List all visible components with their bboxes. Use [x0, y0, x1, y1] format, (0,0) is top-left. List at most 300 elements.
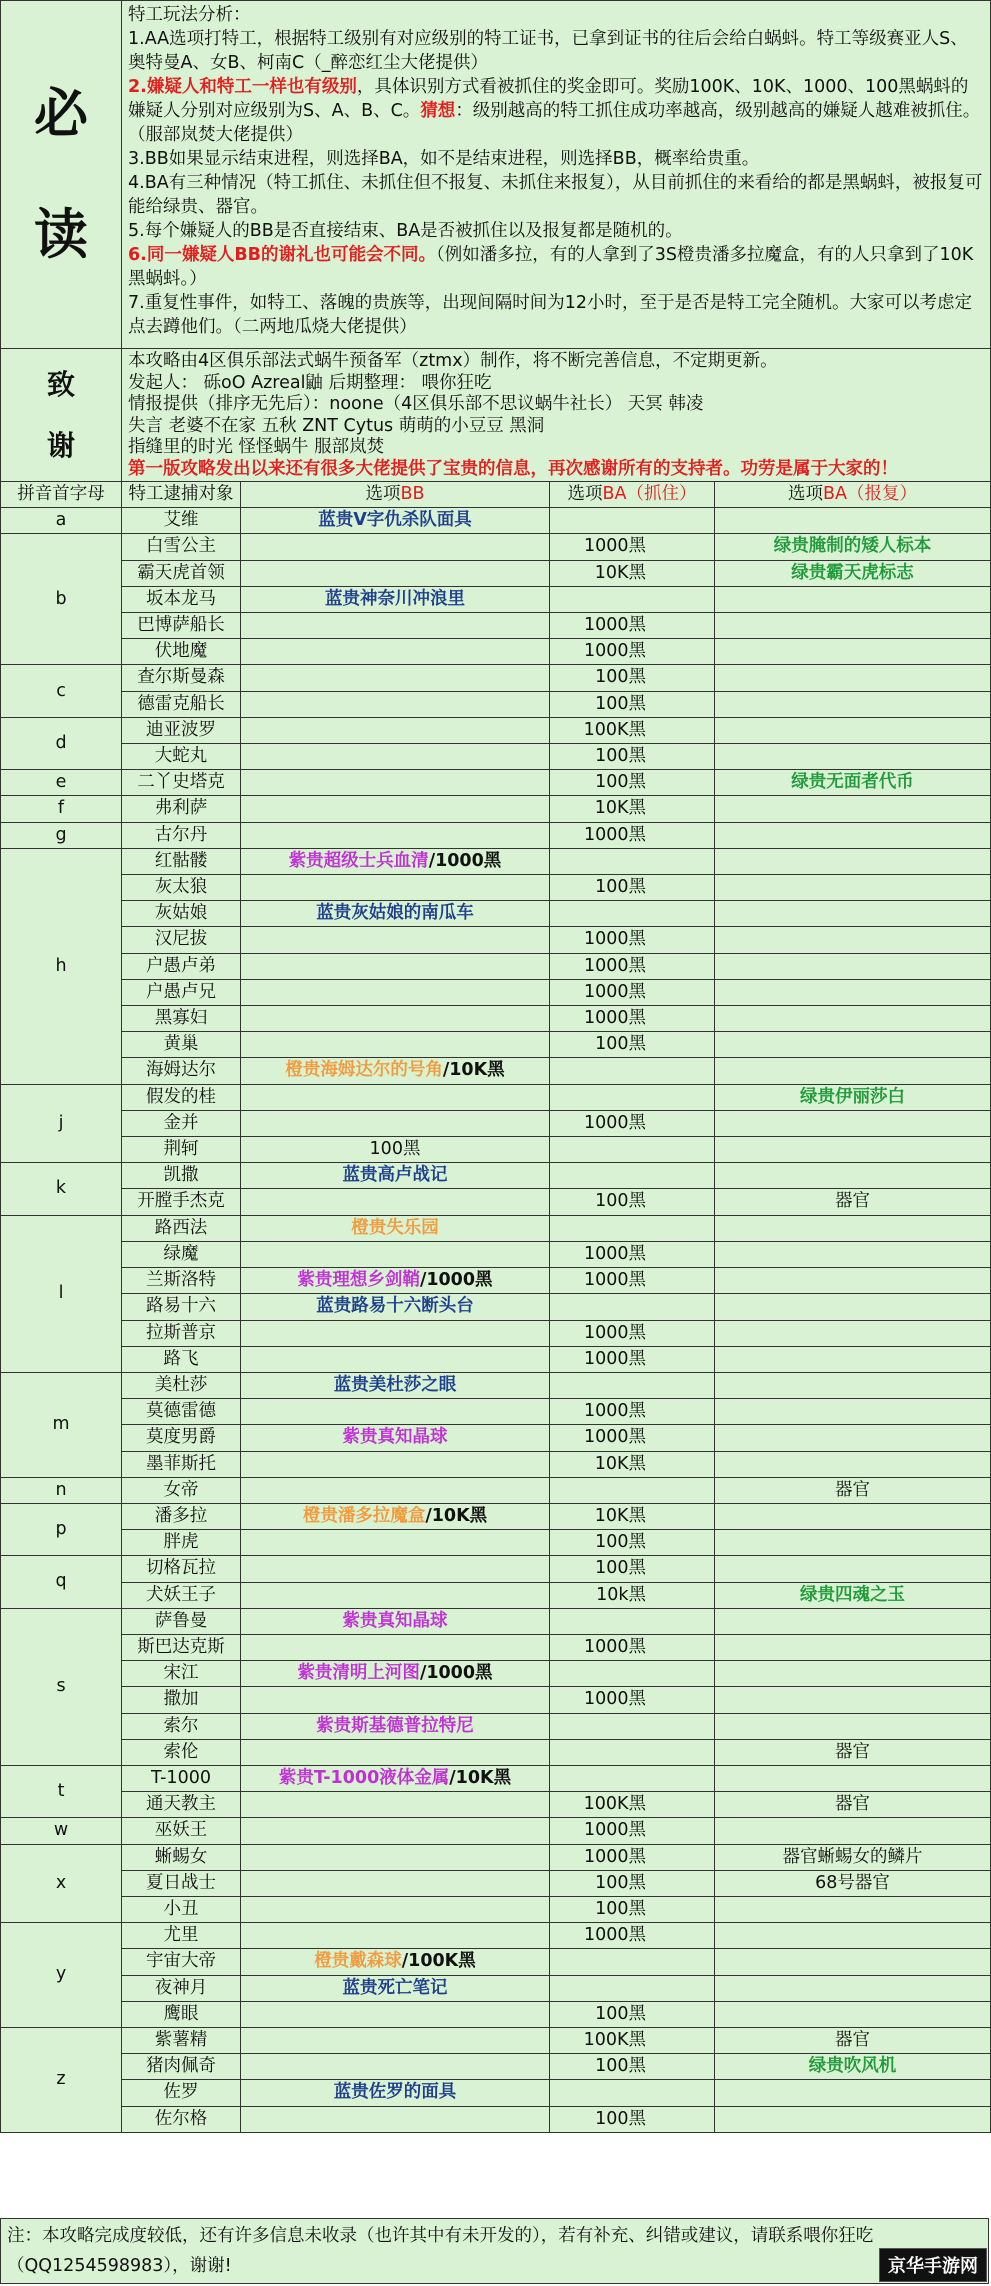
- ba-catch-reward-cell: 100K黑: [550, 717, 715, 743]
- bb-reward-item: 蓝贵高卢战记: [342, 1165, 448, 1186]
- ba-revenge-reward-cell: [715, 1844, 991, 1870]
- ba-catch-reward-cell: 1000黑: [550, 979, 715, 1005]
- gameplay-notes: [122, 1, 991, 349]
- target-name-cell: 索伦: [122, 1739, 241, 1765]
- credits-line-4: 失言 老婆不在家 五秋 ZNT Cytus 萌萌的小豆豆 黑洞: [128, 415, 545, 436]
- bb-reward-cell: [241, 822, 550, 848]
- ba-revenge-reward-item: 器官: [835, 1794, 870, 1815]
- target-name-cell: 紫薯精: [122, 2027, 241, 2053]
- bb-reward-cell: [241, 1451, 550, 1477]
- table-row: [1, 586, 991, 612]
- table-row: [1, 1163, 991, 1189]
- ba-revenge-reward-cell: [715, 1163, 991, 1189]
- ba-catch-reward-cell: 1000黑: [550, 1399, 715, 1425]
- header-bb-code: BB: [400, 484, 425, 504]
- ba-revenge-reward-cell: [715, 1792, 991, 1818]
- table-row: [1, 717, 991, 743]
- target-name-cell: 迪亚波罗: [122, 717, 241, 743]
- footer-note: [0, 2218, 989, 2284]
- ba-revenge-reward-cell: [715, 1477, 991, 1503]
- ba-revenge-reward-cell: [715, 1137, 991, 1163]
- ba-revenge-reward-item: 器官: [835, 1479, 870, 1500]
- target-name-cell: 路飞: [122, 1346, 241, 1372]
- pinyin-letter-cell: f: [1, 796, 122, 822]
- pinyin-letter-cell: b: [1, 534, 122, 665]
- notes-p2-guess: 猜想: [420, 101, 456, 121]
- target-name-cell: 路西法: [122, 1215, 241, 1241]
- target-name-cell: 路易十六: [122, 1294, 241, 1320]
- bb-reward-item: 蓝贵神奈川冲浪里: [325, 588, 465, 609]
- ba-catch-reward-cell: [550, 1608, 715, 1634]
- ba-revenge-reward-cell: [715, 1687, 991, 1713]
- ba-catch-reward-cell: [550, 1215, 715, 1241]
- target-name-cell: 夜神月: [122, 1975, 241, 2001]
- table-row: [1, 1844, 991, 1870]
- table-row: [1, 1032, 991, 1058]
- ba-revenge-reward-cell: [715, 2054, 991, 2080]
- bb-reward-cell: [241, 1163, 550, 1189]
- target-name-cell: 汉尼拔: [122, 927, 241, 953]
- ba-revenge-reward-cell: [715, 665, 991, 691]
- bb-reward-item: 蓝贵灰姑娘的南瓜车: [316, 903, 474, 924]
- table-row: [1, 1241, 991, 1267]
- ba-revenge-reward-cell: [715, 1346, 991, 1372]
- header-ba-catch-code: BA（抓住）: [602, 484, 697, 504]
- ba-revenge-reward-cell: [715, 1661, 991, 1687]
- ba-revenge-reward-cell: [715, 796, 991, 822]
- ba-revenge-reward-cell: [715, 770, 991, 796]
- ba-revenge-reward-cell: [715, 927, 991, 953]
- ba-revenge-reward-item: 绿贵无面者代币: [791, 772, 914, 793]
- target-name-cell: 凯撒: [122, 1163, 241, 1189]
- target-name-cell: 宇宙大帝: [122, 1949, 241, 1975]
- bb-reward-cell: [241, 586, 550, 612]
- target-name-cell: 灰姑娘: [122, 901, 241, 927]
- ba-revenge-reward-cell: [715, 2027, 991, 2053]
- bb-reward-alt: /10K黑: [425, 1505, 488, 1526]
- bb-reward-cell: [241, 1058, 550, 1084]
- ba-revenge-reward-cell: [715, 979, 991, 1005]
- ba-catch-reward-cell: [550, 1058, 715, 1084]
- pinyin-letter-cell: n: [1, 1477, 122, 1503]
- ba-revenge-reward-cell: [715, 848, 991, 874]
- pinyin-letter-cell: y: [1, 1923, 122, 2028]
- ba-catch-reward-cell: [550, 1137, 715, 1163]
- bb-reward-item: 紫贵真知晶球: [342, 1610, 448, 1631]
- thanks-char-2: 谢: [46, 428, 75, 462]
- target-name-cell: 海姆达尔: [122, 1058, 241, 1084]
- bb-reward-item: 紫贵斯基德普拉特尼: [316, 1715, 474, 1736]
- credits-line-2: 发起人： 砾oO Azreal鼬 后期整理： 喂你狂吃: [128, 372, 492, 393]
- ba-revenge-reward-cell: [715, 744, 991, 770]
- table-row: [1, 1503, 991, 1529]
- header-ba-revenge-prefix: 选项: [788, 484, 823, 504]
- ba-revenge-reward-item: 器官蜥蜴女的鳞片: [782, 1846, 923, 1867]
- bb-reward-cell: [241, 848, 550, 874]
- table-row: [1, 979, 991, 1005]
- ba-catch-reward-cell: [550, 1372, 715, 1398]
- pinyin-letter-cell: c: [1, 665, 122, 717]
- target-name-cell: 蜥蜴女: [122, 1844, 241, 1870]
- bb-reward-cell: [241, 1556, 550, 1582]
- target-name-cell: 胖虎: [122, 1530, 241, 1556]
- table-row: [1, 1084, 991, 1110]
- bb-reward-cell: [241, 560, 550, 586]
- ba-revenge-reward-cell: [715, 586, 991, 612]
- pinyin-letter-cell: x: [1, 1844, 122, 1923]
- ba-revenge-reward-cell: [715, 1765, 991, 1791]
- ba-revenge-reward-cell: [715, 1739, 991, 1765]
- header-bb: [241, 482, 550, 508]
- bb-reward-cell: [241, 1268, 550, 1294]
- ba-catch-reward-cell: 100黑: [550, 1530, 715, 1556]
- ba-revenge-reward-item: 绿贵霸天虎标志: [791, 562, 914, 583]
- target-name-cell: 二丫史塔克: [122, 770, 241, 796]
- notes-p6: [128, 243, 984, 291]
- target-name-cell: 巴博萨船长: [122, 613, 241, 639]
- bb-reward-cell: [241, 1844, 550, 1870]
- bb-reward-item: 紫贵清明上河图: [297, 1663, 420, 1684]
- table-body: [1, 508, 991, 2133]
- table-row: [1, 1949, 991, 1975]
- ba-revenge-reward-cell: [715, 1058, 991, 1084]
- table-row: [1, 508, 991, 534]
- ba-revenge-reward-cell: [715, 953, 991, 979]
- bb-reward-cell: [241, 1765, 550, 1791]
- bb-reward-cell: [241, 2001, 550, 2027]
- table-row: [1, 560, 991, 586]
- table-row: [1, 1268, 991, 1294]
- ba-revenge-reward-cell: [715, 1870, 991, 1896]
- bb-reward-cell: [241, 1294, 550, 1320]
- credits-line-1: 本攻略由4区俱乐部法式蜗牛预备军（ztmx）制作，将不断完善信息，不定期更新。: [128, 351, 778, 371]
- bb-reward-alt: /1000黑: [419, 1270, 493, 1291]
- target-name-cell: 户愚卢兄: [122, 979, 241, 1005]
- ba-catch-reward-cell: 100黑: [550, 875, 715, 901]
- ba-catch-reward-cell: [550, 586, 715, 612]
- notes-p2-text: ，具体识别方式看被抓住的奖金即可。奖励100K、10K、1000、100黑蜗蚪的嫌疑人分别对应级别为S、A、B、C。: [128, 77, 969, 121]
- ba-catch-reward-cell: 10k黑: [550, 1582, 715, 1608]
- bb-reward-cell: [241, 1870, 550, 1896]
- ba-catch-reward-cell: 1000黑: [550, 1923, 715, 1949]
- bb-reward-cell: [241, 1032, 550, 1058]
- notes-p7: 7.重复性事件，如特工、落魄的贵族等，出现间隔时间为12小时，至于是否是特工完全随机。大家可以考虑定点去蹲他们。（二两地瓜烧大佬提供）: [128, 293, 972, 337]
- ba-revenge-reward-cell: [715, 1634, 991, 1660]
- pinyin-letter-cell: d: [1, 717, 122, 769]
- ba-revenge-reward-cell: [715, 1399, 991, 1425]
- ba-revenge-reward-cell: [715, 1425, 991, 1451]
- target-name-cell: 弗利萨: [122, 796, 241, 822]
- bb-reward-cell: [241, 1792, 550, 1818]
- ba-catch-reward-cell: [550, 1163, 715, 1189]
- target-name-cell: 墨菲斯托: [122, 1451, 241, 1477]
- target-name-cell: 莫度男爵: [122, 1425, 241, 1451]
- bb-reward-item: 橙贵海姆达尔的号角: [285, 1060, 443, 1081]
- ba-catch-reward-cell: 100黑: [550, 691, 715, 717]
- table-row: [1, 639, 991, 665]
- header-target: 特工逮捕对象: [122, 482, 241, 508]
- target-name-cell: 撒加: [122, 1687, 241, 1713]
- ba-revenge-reward-cell: [715, 560, 991, 586]
- ba-revenge-reward-item: 绿贵吹风机: [808, 2056, 897, 2077]
- table-row: [1, 1399, 991, 1425]
- ba-revenge-reward-cell: [715, 1975, 991, 2001]
- ba-revenge-reward-cell: [715, 822, 991, 848]
- ba-catch-reward-cell: 1000黑: [550, 1320, 715, 1346]
- bb-reward-cell: [241, 534, 550, 560]
- target-name-cell: 美杜莎: [122, 1372, 241, 1398]
- table-row: [1, 1189, 991, 1215]
- bb-reward-cell: [241, 1241, 550, 1267]
- table-row: [1, 1739, 991, 1765]
- table-row: [1, 953, 991, 979]
- table-row: [1, 1765, 991, 1791]
- ba-catch-reward-cell: [550, 1661, 715, 1687]
- table-row: [1, 534, 991, 560]
- ba-revenge-reward-cell: [715, 691, 991, 717]
- ba-revenge-reward-cell: [715, 1530, 991, 1556]
- table-row: [1, 1818, 991, 1844]
- bb-reward-cell: [241, 979, 550, 1005]
- ba-revenge-reward-cell: [715, 508, 991, 534]
- bb-reward-cell: [241, 2106, 550, 2132]
- table-row: [1, 1425, 991, 1451]
- ba-catch-reward-cell: [550, 848, 715, 874]
- table-row: [1, 1372, 991, 1398]
- target-name-cell: 猪肉佩奇: [122, 2054, 241, 2080]
- bb-reward-cell: [241, 1425, 550, 1451]
- bb-reward-cell: [241, 1346, 550, 1372]
- target-name-cell: 尤里: [122, 1923, 241, 1949]
- ba-catch-reward-cell: 1000黑: [550, 1110, 715, 1136]
- table-row: [1, 1923, 991, 1949]
- target-name-cell: 萨鲁曼: [122, 1608, 241, 1634]
- target-name-cell: 白雪公主: [122, 534, 241, 560]
- bb-reward-cell: [241, 1896, 550, 1922]
- target-name-cell: 通天教主: [122, 1792, 241, 1818]
- ba-revenge-reward-cell: [715, 639, 991, 665]
- pinyin-letter-cell: t: [1, 1765, 122, 1817]
- ba-revenge-reward-cell: [715, 1923, 991, 1949]
- ba-catch-reward-cell: [550, 1975, 715, 2001]
- ba-catch-reward-cell: [550, 1713, 715, 1739]
- ba-revenge-reward-cell: [715, 1608, 991, 1634]
- pinyin-letter-cell: s: [1, 1608, 122, 1765]
- ba-revenge-reward-item: 器官: [835, 1191, 870, 1212]
- bb-reward-cell: [241, 770, 550, 796]
- agent-target-table: [0, 481, 991, 2133]
- table-row: [1, 1661, 991, 1687]
- table-row: [1, 927, 991, 953]
- bb-reward-cell: [241, 639, 550, 665]
- ba-catch-reward-cell: 100黑: [550, 2001, 715, 2027]
- table-row: [1, 1687, 991, 1713]
- bb-reward-cell: [241, 744, 550, 770]
- thanks-char-1: 致: [46, 368, 75, 402]
- target-name-cell: 绿魔: [122, 1241, 241, 1267]
- ba-revenge-reward-item: 器官: [835, 1741, 870, 1762]
- ba-revenge-reward-cell: [715, 613, 991, 639]
- bb-reward-cell: [241, 2054, 550, 2080]
- target-name-cell: 坂本龙马: [122, 586, 241, 612]
- table-row: [1, 1320, 991, 1346]
- ba-revenge-reward-cell: [715, 1032, 991, 1058]
- ba-revenge-reward-item: 绿贵伊丽莎白: [800, 1086, 905, 1107]
- ba-catch-reward-cell: 10K黑: [550, 1451, 715, 1477]
- target-name-cell: 红骷髅: [122, 848, 241, 874]
- target-name-cell: 荆轲: [122, 1137, 241, 1163]
- ba-catch-reward-cell: [550, 1949, 715, 1975]
- bb-reward-alt: /1000黑: [419, 1663, 493, 1684]
- must-read-cell: [1, 1, 122, 349]
- table-row: [1, 1451, 991, 1477]
- bb-reward-item: 橙贵失乐园: [351, 1217, 439, 1238]
- bb-reward-cell: [241, 1110, 550, 1136]
- header-ba-revenge: [715, 482, 991, 508]
- header-notes-table: [0, 0, 991, 483]
- bb-reward-cell: [241, 1687, 550, 1713]
- ba-revenge-reward-cell: [715, 717, 991, 743]
- bb-reward-alt: /100K黑: [401, 1951, 476, 1972]
- bb-reward-cell: [241, 1399, 550, 1425]
- target-name-cell: 鹰眼: [122, 2001, 241, 2027]
- table-row: [1, 1870, 991, 1896]
- pinyin-letter-cell: l: [1, 1215, 122, 1372]
- table-row: [1, 1477, 991, 1503]
- target-name-cell: 佐尔格: [122, 2106, 241, 2132]
- target-name-cell: 索尔: [122, 1713, 241, 1739]
- target-name-cell: 小丑: [122, 1896, 241, 1922]
- ba-catch-reward-cell: 1000黑: [550, 1687, 715, 1713]
- pinyin-letter-cell: k: [1, 1163, 122, 1215]
- ba-revenge-reward-cell: [715, 1896, 991, 1922]
- ba-revenge-reward-cell: [715, 1215, 991, 1241]
- ba-revenge-reward-cell: [715, 1451, 991, 1477]
- table-row: [1, 1634, 991, 1660]
- bb-reward-cell: [241, 901, 550, 927]
- ba-catch-reward-cell: 10K黑: [550, 1503, 715, 1529]
- bb-reward-cell: [241, 1477, 550, 1503]
- bb-reward-item: 蓝贵路易十六断头台: [316, 1296, 474, 1317]
- table-row: [1, 1215, 991, 1241]
- ba-catch-reward-cell: 100K黑: [550, 1792, 715, 1818]
- pinyin-letter-cell: j: [1, 1084, 122, 1163]
- target-name-cell: 莫德雷德: [122, 1399, 241, 1425]
- header-letter: 拼音首字母: [1, 482, 122, 508]
- ba-revenge-reward-item: 绿贵四魂之玉: [800, 1584, 905, 1605]
- target-name-cell: 开膛手杰克: [122, 1189, 241, 1215]
- ba-catch-reward-cell: 1000黑: [550, 613, 715, 639]
- pinyin-letter-cell: p: [1, 1503, 122, 1555]
- table-row: [1, 1608, 991, 1634]
- table-row: [1, 1058, 991, 1084]
- target-name-cell: 潘多拉: [122, 1503, 241, 1529]
- target-name-cell: 犬妖王子: [122, 1582, 241, 1608]
- target-name-cell: 夏日战士: [122, 1870, 241, 1896]
- ba-revenge-reward-cell: [715, 1503, 991, 1529]
- target-name-cell: 灰太狼: [122, 875, 241, 901]
- table-row: [1, 744, 991, 770]
- target-name-cell: 古尔丹: [122, 822, 241, 848]
- thanks-cell: [1, 349, 122, 483]
- bb-reward-item: 紫贵理想乡剑鞘: [297, 1270, 420, 1291]
- footer-text: 注：本攻略完成度较低，还有许多信息未收录（也许其中有未开发的），若有补充、纠错或建议，请联系喂你狂吃（QQ1254598983），谢谢!: [7, 2226, 874, 2276]
- credits-line-6: 第一版攻略发出以来还有很多大佬提供了宝贵的信息，再次感谢所有的支持者。功劳是属于大家的！: [128, 458, 898, 479]
- bb-reward-cell: [241, 1634, 550, 1660]
- bb-reward-cell: [241, 613, 550, 639]
- pinyin-letter-cell: e: [1, 770, 122, 796]
- must-read-char-2: 读: [34, 202, 88, 266]
- table-row: [1, 848, 991, 874]
- bb-reward-item: 蓝贵V字仇杀队面具: [318, 510, 472, 531]
- table-row: [1, 1110, 991, 1136]
- ba-catch-reward-cell: [550, 1739, 715, 1765]
- ba-revenge-reward-cell: [715, 1006, 991, 1032]
- ba-revenge-reward-cell: [715, 1582, 991, 1608]
- ba-catch-reward-cell: 100黑: [550, 665, 715, 691]
- ba-revenge-reward-cell: [715, 1294, 991, 1320]
- ba-catch-reward-cell: 1000黑: [550, 822, 715, 848]
- must-read-char-1: 必: [34, 81, 88, 145]
- table-row: [1, 665, 991, 691]
- target-name-cell: 户愚卢弟: [122, 953, 241, 979]
- ba-catch-reward-cell: 100黑: [550, 1189, 715, 1215]
- pinyin-letter-cell: h: [1, 848, 122, 1084]
- target-name-cell: 黄巢: [122, 1032, 241, 1058]
- ba-catch-reward-cell: 1000黑: [550, 1346, 715, 1372]
- table-row: [1, 1006, 991, 1032]
- table-row: [1, 1530, 991, 1556]
- bb-reward-cell: [241, 875, 550, 901]
- target-name-cell: 金并: [122, 1110, 241, 1136]
- bb-reward-cell: [241, 927, 550, 953]
- target-name-cell: 切格瓦拉: [122, 1556, 241, 1582]
- target-name-cell: 拉斯普京: [122, 1320, 241, 1346]
- ba-revenge-reward-item: 绿贵腌制的矮人标本: [773, 536, 932, 557]
- notes-p5: 5.每个嫌疑人的BB是否直接结束、BA是否被抓住以及报复都是随机的。: [128, 221, 683, 241]
- bb-reward-cell: [241, 1372, 550, 1398]
- table-row: [1, 1294, 991, 1320]
- ba-catch-reward-cell: [550, 1084, 715, 1110]
- bb-reward-cell: [241, 1713, 550, 1739]
- bb-reward-cell: [241, 1189, 550, 1215]
- notes-p2-highlight: 2.嫌疑人和特工一样也有级别: [128, 77, 357, 97]
- bb-reward-cell: [241, 1503, 550, 1529]
- table-row: [1, 875, 991, 901]
- bb-reward-cell: [241, 1975, 550, 2001]
- ba-revenge-reward-cell: [715, 2106, 991, 2132]
- bb-reward-cell: [241, 1215, 550, 1241]
- table-row: [1, 2080, 991, 2106]
- table-row: [1, 770, 991, 796]
- target-name-cell: 假发的桂: [122, 1084, 241, 1110]
- target-name-cell: 德雷克船长: [122, 691, 241, 717]
- ba-catch-reward-cell: 100黑: [550, 2106, 715, 2132]
- notes-p2-text-b: ：级别越高的特工抓住成功率越高，级别越高的嫌疑人越难被抓住。（服部岚焚大佬提供）: [128, 101, 981, 145]
- ba-catch-reward-cell: 100黑: [550, 770, 715, 796]
- table-row: [1, 1346, 991, 1372]
- ba-catch-reward-cell: 100黑: [550, 1556, 715, 1582]
- bb-reward-item: 橙贵戴森球: [314, 1951, 402, 1972]
- target-name-cell: 兰斯洛特: [122, 1268, 241, 1294]
- pinyin-letter-cell: a: [1, 508, 122, 534]
- ba-revenge-reward-cell: [715, 534, 991, 560]
- ba-catch-reward-cell: 1000黑: [550, 953, 715, 979]
- pinyin-letter-cell: w: [1, 1818, 122, 1844]
- table-row: [1, 1792, 991, 1818]
- bb-reward-cell: [241, 1582, 550, 1608]
- ba-catch-reward-cell: 100黑: [550, 744, 715, 770]
